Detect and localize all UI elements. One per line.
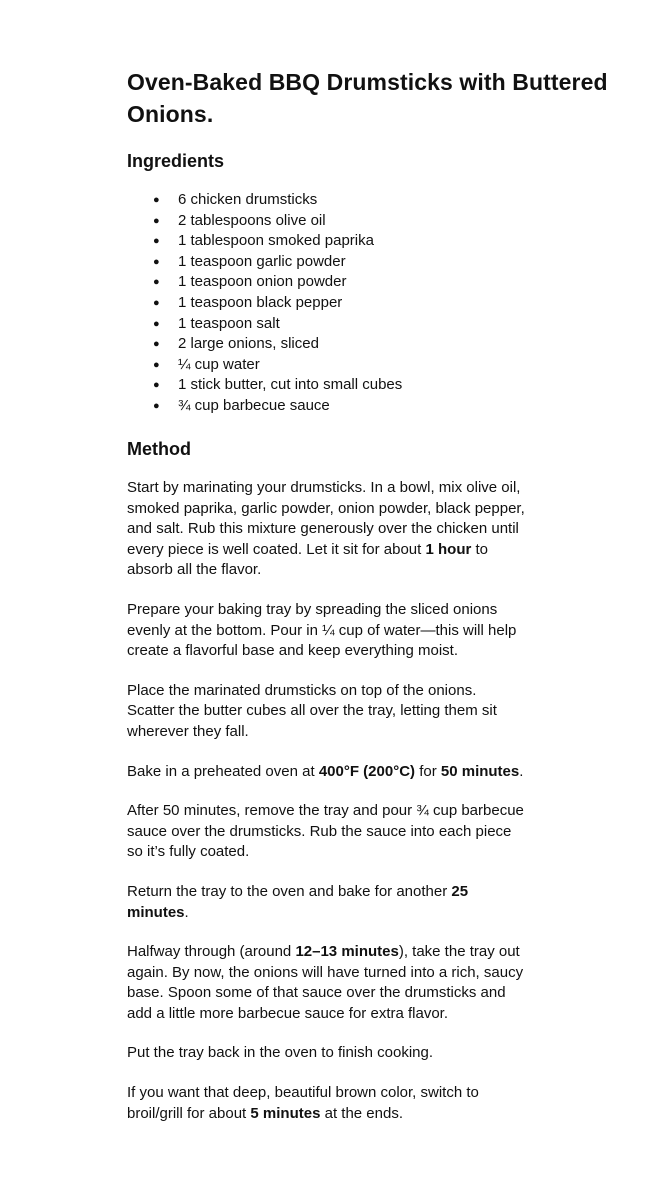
bullet-icon: ●: [153, 255, 160, 268]
ingredient-text: 2 tablespoons olive oil: [178, 211, 326, 229]
ingredient-text: 1 tablespoon smoked paprika: [178, 232, 374, 250]
ingredient-text: 1 teaspoon black pepper: [178, 293, 343, 311]
ingredient-item: [127, 293, 607, 314]
ingredient-text: 1 teaspoon salt: [178, 314, 280, 332]
method-emphasis: 5 minutes: [250, 1104, 321, 1122]
method-emphasis: 25 minutes: [127, 882, 469, 921]
ingredient-text: ¾ cup barbecue sauce: [178, 396, 330, 414]
bullet-icon: ●: [153, 338, 160, 351]
method-text: for: [415, 762, 441, 780]
method-text: If you want that deep, beautiful brown color, switch to broil/grill for about: [127, 1084, 479, 1122]
method-step-6: [127, 882, 527, 923]
ingredient-item: [127, 252, 607, 273]
method-step-7: [127, 942, 527, 1024]
recipe-title: Oven-Baked BBQ Drumsticks with Buttered Onions.: [127, 69, 608, 127]
method-text: Return the tray to the oven and bake for another: [127, 882, 452, 900]
ingredient-item: [127, 190, 607, 211]
ingredient-item: [127, 334, 607, 355]
method-step-8: Put the tray back in the oven to finish cooking.: [127, 1044, 434, 1062]
ingredient-item: [127, 272, 607, 293]
method-text: at the ends.: [320, 1104, 403, 1122]
method-text: Start by marinating your drumsticks. In a bowl, mix olive oil, smoked paprika, garlic powder, onion powder, black pepper, and salt. Rub this mixture generously over the chicken until every piece is well coated. Let it sit for about: [127, 479, 525, 558]
method-step-2: Prepare your baking tray by spreading the sliced onions evenly at the bottom. Pour in ¼ cup of water—this will help create a flavorful base and keep everything moist.: [127, 600, 517, 660]
ingredient-text: 1 stick butter, cut into small cubes: [178, 376, 403, 394]
method-step-1: [127, 478, 527, 581]
method-section: [127, 478, 527, 1143]
bullet-icon: ●: [153, 317, 160, 330]
method-text: .: [519, 762, 524, 780]
bullet-icon: ●: [153, 214, 160, 227]
bullet-icon: ●: [153, 194, 160, 206]
method-text: .: [184, 903, 189, 921]
method-step-3: Place the marinated drumsticks on top of the onions. Scatter the butter cubes all over the tray, letting them sit wherever they fall.: [127, 681, 497, 740]
ingredient-text: 2 large onions, sliced: [178, 335, 319, 353]
method-step-9: [127, 1083, 527, 1124]
ingredient-text: 1 teaspoon garlic powder: [178, 252, 346, 270]
method-emphasis: 12–13 minutes: [295, 943, 399, 961]
method-text: Halfway through (around: [127, 943, 296, 961]
bullet-icon: ●: [153, 235, 160, 248]
ingredient-text: 1 teaspoon onion powder: [178, 273, 347, 291]
method-emphasis: 1 hour: [425, 540, 472, 558]
ingredients-heading: Ingredients: [127, 151, 225, 171]
method-step-4: [127, 762, 527, 783]
method-emphasis: 400°F (200°C): [318, 762, 416, 780]
method-text: to absorb all the flavor.: [127, 540, 489, 579]
bullet-icon: ●: [153, 358, 160, 371]
ingredient-text: 6 chicken drumsticks: [178, 191, 318, 208]
ingredient-item: [127, 355, 607, 376]
ingredient-text: ¼ cup water: [178, 355, 260, 373]
bullet-icon: ●: [153, 276, 160, 289]
bullet-icon: ●: [153, 399, 160, 412]
method-heading: Method: [127, 439, 191, 459]
ingredient-item: [127, 375, 607, 396]
bullet-icon: ●: [153, 296, 160, 309]
method-text: Bake in a preheated oven at: [127, 762, 319, 780]
ingredient-item: [127, 396, 607, 417]
method-step-5: After 50 minutes, remove the tray and pour ¾ cup barbecue sauce over the drumsticks. Rub the sauce into each piece so it’s fully coated.: [127, 802, 524, 861]
ingredient-item: [127, 211, 607, 232]
bullet-icon: ●: [153, 379, 160, 392]
ingredient-item: [127, 231, 607, 252]
method-text: ), take the tray out again. By now, the onions will have turned into a rich, saucy base. Spoon some of that sauce over the drumsticks and add a little more barbecue sauce for extra flavor.: [127, 943, 524, 1022]
ingredient-item: [127, 314, 607, 335]
method-emphasis: 50 minutes: [440, 762, 520, 780]
ingredients-list: [127, 190, 607, 417]
